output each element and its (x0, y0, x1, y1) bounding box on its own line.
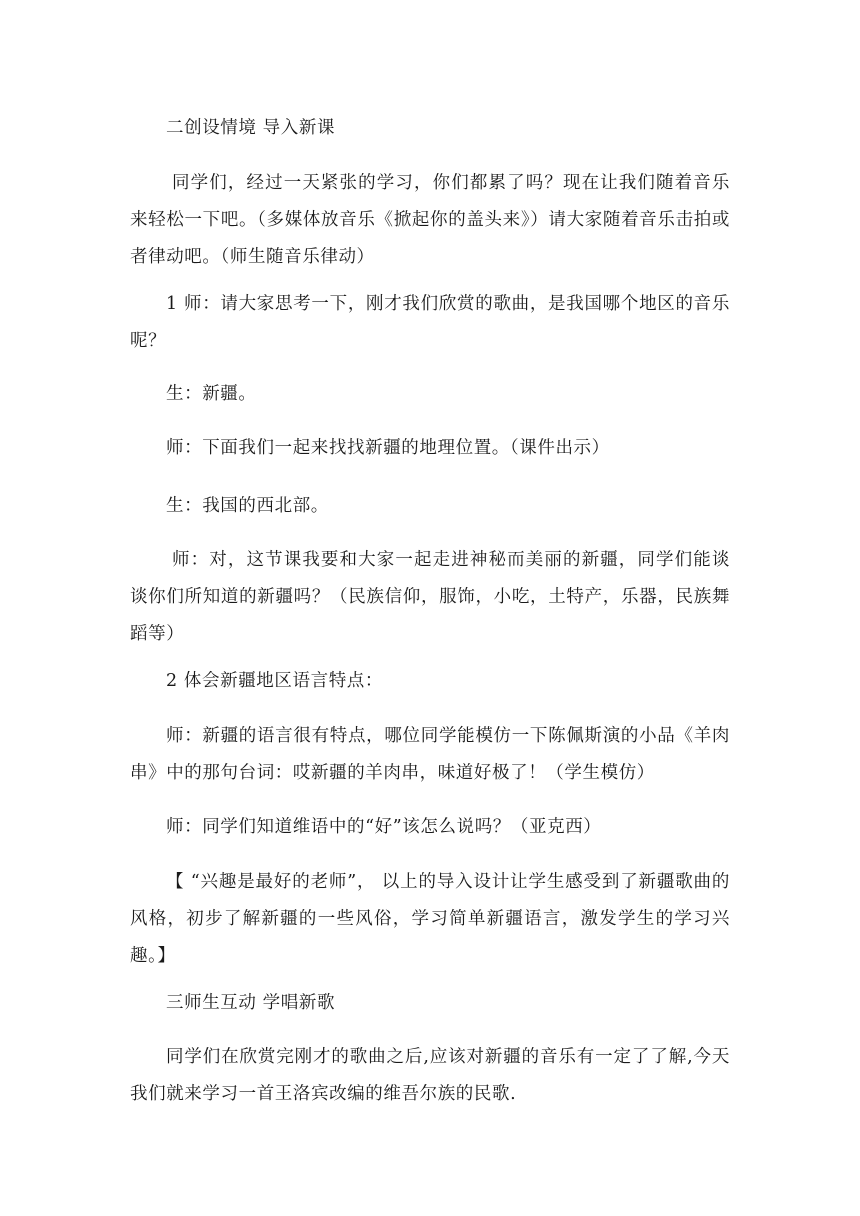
paragraph-teacher-language: 师：新疆的语言很有特点，哪位同学能模仿一下陈佩斯演的小品《羊肉串》中的那句台词：哎新疆的羊肉串，味道好极了！（学生模仿） (130, 726, 730, 783)
paragraph-teacher-location: 师：下面我们一起来找找新疆的地理位置。（课件出示） (166, 438, 610, 458)
paragraph-learn-new-song: 同学们在欣赏完刚才的歌曲之后,应该对新疆的音乐有一定了了解,今天我们就来学习一首王洛宾改编的维吾尔族的民歌. (130, 1047, 730, 1104)
paragraph-interest-note: 【 “兴趣是最好的老师”， 以上的导入设计让学生感受到了新疆歌曲的风格，初步了解新疆的一些风俗，学习简单新疆语言，激发学生的学习兴趣。】 (130, 872, 730, 966)
paragraph-language-features-heading: 2 体会新疆地区语言特点： (166, 671, 383, 691)
paragraph-student-northwest: 生：我国的西北部。 (166, 496, 329, 516)
paragraph-teacher-mysterious-xinjiang: 师：对，这节课我要和大家一起走进神秘而美丽的新疆，同学们能谈谈你们所知道的新疆吗？（民族信仰，服饰，小吃，土特产，乐器，民族舞蹈等） (130, 550, 730, 644)
paragraph-intro-music: 同学们，经过一天紧张的学习，你们都累了吗？现在让我们随着音乐来轻松一下吧。（多媒体放音乐《掀起你的盖头来》）请大家随着音乐击拍或者律动吧。（师生随音乐律动） (130, 173, 730, 267)
paragraph-teacher-uyghur-good: 师：同学们知道维语中的“好”该怎么说吗？（亚克西） (166, 817, 602, 837)
section-heading-create-scene: 二创设情境 导入新课 (166, 118, 336, 138)
paragraph-student-answer-xinjiang: 生：新疆。 (166, 384, 257, 404)
paragraph-teacher-question-1: 1 师：请大家思考一下，刚才我们欣赏的歌曲，是我国哪个地区的音乐呢？ (130, 294, 730, 351)
section-heading-interaction: 三师生互动 学唱新歌 (166, 993, 336, 1013)
